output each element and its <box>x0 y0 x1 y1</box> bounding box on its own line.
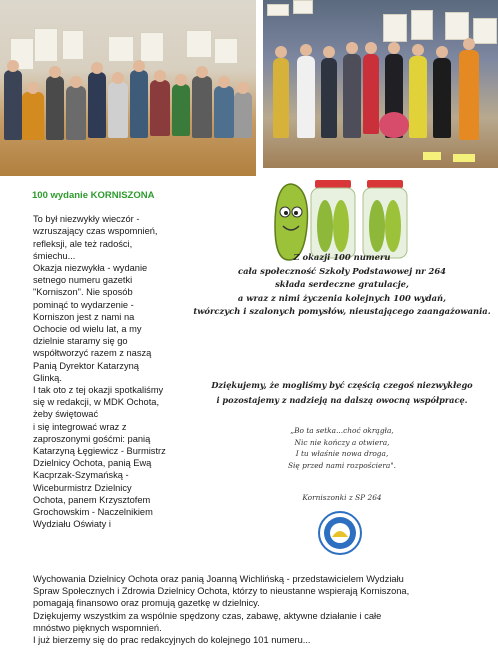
article-paragraph: To był niezwykły wieczór - wzruszający czas wspomnień, refleksji, ale też radości, śmiechu... <box>33 214 158 261</box>
greeting-line: Z okazji 100 numeru <box>293 252 391 262</box>
article-title: 100 wydanie KORNISZONA <box>32 190 155 201</box>
greeting-line: twórczych i szalonych pomysłów, nieustającego zaangażowania. <box>193 306 491 316</box>
greeting-line: składa serdeczne gratulacje, <box>275 279 409 289</box>
poem-line: Się przed nami rozpościera". <box>287 460 397 470</box>
pickle-jar-icon <box>309 180 357 260</box>
article-continuation: Wychowania Dzielnicy Ochota oraz panią Joanną Wichlińską - przedstawicielem Wydziału Spraw Społecznych i Zdrowia Dzielnicy Ochota, którzy to nieustanne wspierają Korniszona, pomagają finansowo oraz promują gazetkę w dzielnicy. Dziękujemy wszystkim za wspólnie spędzony czas, zabawę, aktywne działanie i całe mnóstwo pięknych wspomnień. I już bierzemy się do prac redakcyjnych do kolejnego 101 numeru... <box>33 574 410 646</box>
group-photo <box>0 0 256 176</box>
signature: Korniszonki z SP 264 <box>302 493 382 502</box>
greeting-card <box>263 180 495 570</box>
pickle-mascot-icon <box>271 182 311 262</box>
pickle-jar-icon <box>361 180 409 260</box>
article-left-column <box>33 190 203 530</box>
poem-line: Nic nie kończy a otwiera, <box>294 437 390 447</box>
school-logo-icon <box>318 511 362 555</box>
greeting-line: cała społeczność Szkoły Podstawowej nr 264 <box>238 265 446 276</box>
poem <box>191 425 493 471</box>
guests-photo <box>263 0 498 168</box>
article-paragraph: Okazja niezwykła - wydanie setnego numeru gazetki "Korniszon". Nie sposób pominąć to wydarzenie - Korniszon jest z nami na Ochocie od wielu lat, a my dzielnie staramy się go współtworzyć razem z naszą Panią Dyrektor Katarzyną Glinką. <box>33 263 152 383</box>
thanks-text <box>191 378 493 408</box>
poem-line: „Bo ta setka...choć okrągła, <box>290 426 394 435</box>
greeting-text <box>191 251 493 319</box>
thanks-line: i pozostajemy z nadzieją na dalszą owocną współpracę. <box>216 395 468 405</box>
greeting-line: a wraz z nimi życzenia kolejnych 100 wydań, <box>237 292 447 303</box>
thanks-line: Dziękujemy, że mogliśmy być częścią czegoś niezwykłego <box>211 380 473 390</box>
poem-line: I tu właśnie nowa droga, <box>295 449 389 458</box>
article-paragraph: I tak oto z tej okazji spotkaliśmy się w redakcji, w MDK Ochota, żeby świętować i się integrować wraz z zaproszonymi gośćmi: panią Katarzyną Łęgiewicz - Burmistrz Dzielnicy Ochota, panią Ewą Kacprzak-Szymańską - Wiceburmistrz Dzielnicy Ochota, panem Krzysztofem Grochowskim - Naczelnikiem Wydziału Oświaty i <box>33 385 166 530</box>
